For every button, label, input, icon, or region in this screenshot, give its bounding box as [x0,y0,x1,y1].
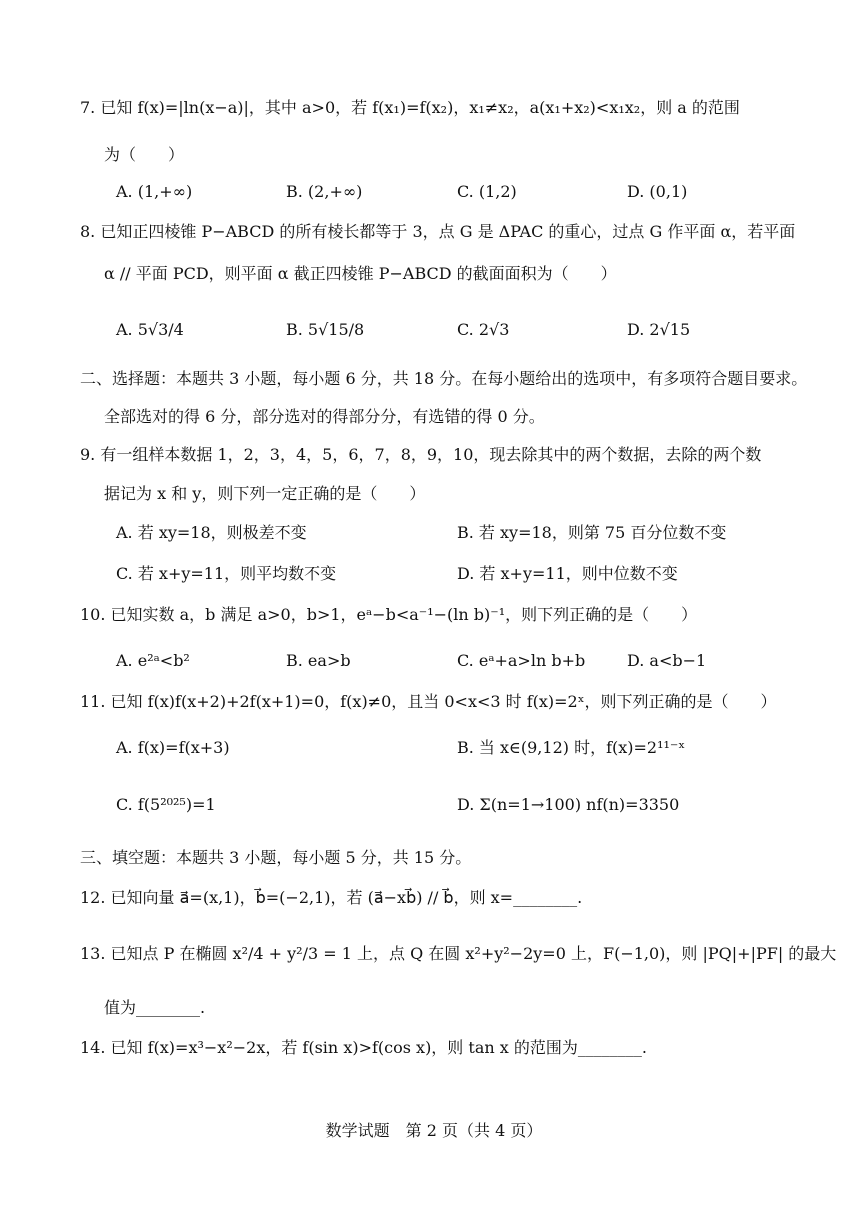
q14-stem-line1: 14. 已知 f(x)=x³−x²−2x，若 f(sin x)>f(cos x)，则 tan x 的范围为________. [80,1038,647,1057]
q11-option-b: B. 当 x∈(9,12) 时，f(x)=2¹¹⁻ˣ [457,738,686,757]
section2-heading-line2: 全部选对的得 6 分，部分选对的得部分分，有选错的得 0 分。 [104,407,545,426]
q9-option-a: A. 若 xy=18，则极差不变 [116,523,307,542]
q10-option-a: A. e²ᵃ<b² [116,651,190,670]
q8-option-a: A. 5√3/4 [116,320,184,339]
q7-option-d: D. (0,1) [627,182,688,201]
section2-heading-line1: 二、选择题：本题共 3 小题，每小题 6 分，共 18 分。在每小题给出的选项中，有多项符合题目要求。 [80,369,808,388]
q8-stem-line2: α // 平面 PCD，则平面 α 截正四棱锥 P−ABCD 的截面面积为（ ） [104,264,617,283]
q9-option-d: D. 若 x+y=11，则中位数不变 [457,564,678,583]
q10-option-d: D. a<b−1 [627,651,707,670]
q7-option-b: B. (2,+∞) [286,182,363,201]
q11-option-c: C. f(5²⁰²⁵)=1 [116,795,216,814]
q10-option-c: C. eᵃ+a>ln b+b [457,651,586,670]
q8-option-b: B. 5√15/8 [286,320,365,339]
q11-stem-line1: 11. 已知 f(x)f(x+2)+2f(x+1)=0，f(x)≠0，且当 0<x<3 时 f(x)=2ˣ，则下列正确的是（ ） [80,692,777,711]
q12-stem-line1: 12. 已知向量 a⃗=(x,1)，b⃗=(−2,1)，若 (a⃗−xb⃗) // b⃗，则 x=________. [80,888,583,907]
q7-option-a: A. (1,+∞) [116,182,193,201]
q10-option-b: B. ea>b [286,651,351,670]
section3-heading: 三、填空题：本题共 3 小题，每小题 5 分，共 15 分。 [80,848,472,867]
q9-option-b: B. 若 xy=18，则第 75 百分位数不变 [457,523,727,542]
q9-stem-line1: 9. 有一组样本数据 1，2，3，4，5，6，7，8，9，10，现去除其中的两个数据，去除的两个数 [80,445,762,464]
q7-option-c: C. (1,2) [457,182,517,201]
q9-stem-line2: 据记为 x 和 y，则下列一定正确的是（ ） [104,484,426,503]
q8-stem-line1: 8. 已知正四棱锥 P−ABCD 的所有棱长都等于 3，点 G 是 ΔPAC 的重心，过点 G 作平面 α，若平面 [80,222,796,241]
q13-stem-line1: 13. 已知点 P 在椭圆 x²/4 + y²/3 = 1 上，点 Q 在圆 x²+y²−2y=0 上，F(−1,0)，则 |PQ|+|PF| 的最大 [80,944,837,963]
q11-option-d: D. Σ(n=1→100) nf(n)=3350 [457,795,680,814]
q8-option-d: D. 2√15 [627,320,691,339]
q10-stem-line1: 10. 已知实数 a，b 满足 a>0，b>1，eᵃ−b<a⁻¹−(ln b)⁻¹，则下列正确的是（ ） [80,605,698,624]
q8-option-c: C. 2√3 [457,320,510,339]
q11-option-a: A. f(x)=f(x+3) [116,738,230,757]
page-footer: 数学试题 第 2 页（共 4 页） [325,1121,543,1140]
q13-stem-line2: 值为________. [104,998,206,1017]
q9-option-c: C. 若 x+y=11，则平均数不变 [116,564,337,583]
q7-stem-line2: 为（ ） [104,145,185,164]
q7-stem-line1: 7. 已知 f(x)=|ln(x−a)|，其中 a>0，若 f(x₁)=f(x₂)，x₁≠x₂，a(x₁+x₂)<x₁x₂，则 a 的范围 [80,98,740,117]
